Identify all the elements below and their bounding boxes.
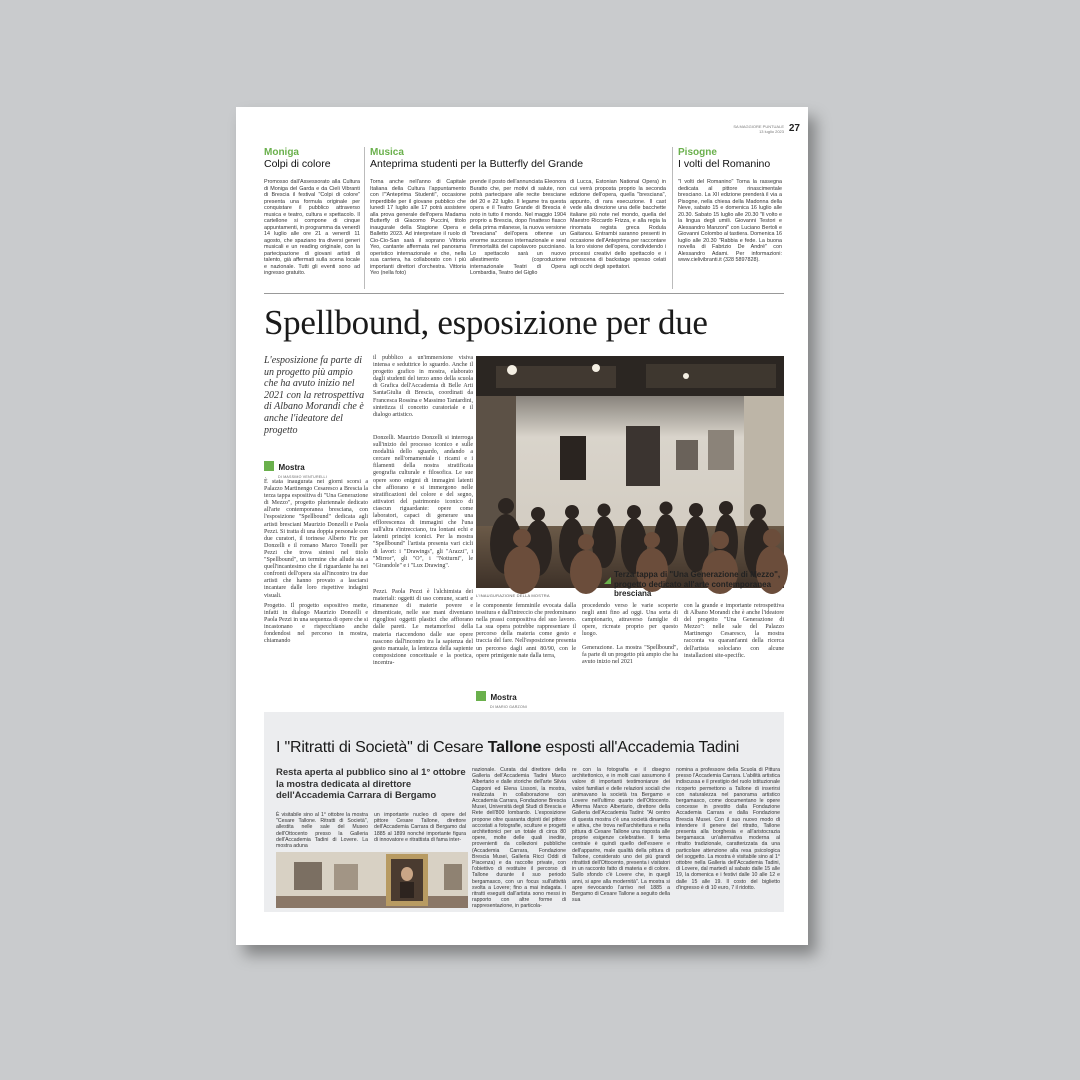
musica-text-col1: Torna anche nell'anno di Capitale Italiana della Cultura l'appuntamento con l'"Anteprima Studenti", occasione imperdibile per il giovane pubblico che lunedì 17 luglio alle 17 potrà assistere alla prova generale dell'opera Madama Butterfly di Giacomo Puccini, titolo inaugurale della Stagione Opera e Balletto 2023. Ad interpretare il ruolo di Cio-Cio-San sarà il soprano Vittoria Yeo, cantante affermata nel panorama operistico internazionale e che, nella sua carriera, ha collaborato con i più importanti direttori d'orchestra. Vittoria Yeo (nella foto) xyxy=(370,179,466,276)
main-headline: Spellbound, esposizione per due xyxy=(264,303,708,342)
second-tag xyxy=(476,687,527,709)
second-headline xyxy=(276,739,739,757)
musica-text-col2: prende il posto dell'annunciata Eleonora Buratto che, per motivi di salute, non potrà partecipare alle recite bresciane del 20 e 22 luglio. Il legame tra questa opera e il Teatro Grande di Brescia è noto in tutto il mondo. Nel maggio 1904 proprio a Brescia, dopo l'inatteso fiasco della prima milanese, la nuova versione "bresciana" dell'opera ottenne un enorme successo internazionale e seal l'immortalità del capolavoro pucciniano. Lo spettacolo sarà un nuovo allestimento (coproduzione internazionale Teatri di Opera Lombardia, Teatro del Giglio xyxy=(470,179,566,276)
main-text-col5: con la grande e importante retrospettiva di Albano Morandi che è anche l'ideatore del progetto "Una Generazione di Mezzo": nelle sale del Palazzo Martinengo Cesaresco, la mostra racconta va quarant'anni della ricerca dell'artista soloclano con alcune installazioni site-specific. xyxy=(684,603,784,659)
main-text-col4b: Generazione. La mostra "Spellbound", fa parte di un progetto più ampio che ha avuto inizio nel 2021 xyxy=(582,645,678,666)
caption-triangle-icon xyxy=(604,571,611,578)
column-divider xyxy=(672,147,673,289)
page-number: 27 xyxy=(788,123,800,134)
tallone-text-col3: nazionale. Curata dal direttore della Galleria dell'Accademia Tadini Marco Albertario e dalle storiche dell'arte Silvia Capponi ed Elena Lissoni, la mostra, realizzata in collaborazione con Accademia Carrara, Fondazione Brescia Musei, Università degli Studi di Brescia e Rete dell'800 lombardo. L'esposizione propone oltre quaranta dipinti del pittore accostati a fotografie, sculture e progetti architettonici per un totale di circa 80 opere, molte delle quali inedite, provenienti da collezioni pubbliche (Accademia Carrara, Fondazione Brescia Musei, Galleria Ricci Oddi di Piacenza) e da raccolte private, con l'obiettivo di restituire il percorso di Tallone durante il suo periodo bergamasco, con un focus sull'attività svolta a Lovere; fino a mai indagata. I ritratti eseguiti dall'artista sono messi in rapporto con altre forme di rappresentazione, in particola- xyxy=(472,767,566,910)
main-text-col4a: procedendo verso le varie scoperte negli anni fino ad oggi. Una sorta di campionario, attraverso famiglie di opere, ricreate proprio per questo luogo. xyxy=(582,603,678,638)
main-deck: L'esposizione fa parte di un progetto più ampio che ha avuto inizio nel 2021 con la retrospettiva di Albano Morandi che è anche l'ideatore del progetto xyxy=(264,355,365,436)
section-title: Colpi di colore xyxy=(264,158,331,170)
section-musica xyxy=(370,147,583,170)
main-text-col2b: Donzelli. Maurizio Donzelli si interroga sull'inizio del processo iconico e sulle modalità dello sguardo, andando a cercare nell'ornamentale i ricami e i filamenti della nostra stratificata geografia culturale e filosofica. Le sue opere sono enigmi di immagini latenti che affiorano e si immergono nelle stratificazioni del colore e del segno, attivatori del patrimonio iconico di ciascun riguardante: opere come laboratori, capaci di generare una efflorescenza di immagini che l'una sull'altra s'intrecciano, tra lontani echi e latenti principi iconici. Per la mostra "Spellbound" l'artista presenta vari cicli di lavori: i "Drawings", gli "Arazzi", i "Mirror", gli "O", i "Notturni", le "Girandole" e i "Lux Drawing". xyxy=(373,435,473,569)
main-text-col1b: Progetto. Il progetto espositivo mette, infatti in dialogo Maurizio Donzelli e Paola Pezzi in una sequenza di opere che si incastonano e rispecchiano anche fondendosi nel percorso in mostra, chiamando xyxy=(264,603,368,645)
section-title: I volti del Romanino xyxy=(678,158,771,170)
tallone-text-col5: nomina a professore della Scuola di Pittura presso l'Accademia Carrara. L'abilità artistica indiscussa e il prestigio del ruolo istituzionale ricoperto permettono a Tallone di inserirsi con naturalezza nel panorama artistico bergamasco, come documentano le opere concesse in prestito dalla Fondazione Accademia Carrara e dalla Fondazione Brescia Musei. Con il suo nuovo modo di intendere il genere del ritratto, Tallone presenta alla borghesia e all'aristocrazia bergamasca un'alternativa moderna al ritratto tradizionale, caratterizzata da una particolare attenzione alla resa psicologica del soggetto. La mostra è visitabile sino al 1° ottobre nella Galleria dell'Accademia Tadini, di Lovere, dal martedì al sabato dalle 15 alle 19, la domenica e i festivi dalle 10 alle 12 e dalle 15 alle 19. Il costo del biglietto d'ingresso è di 10 euro, 7 il ridotto. xyxy=(676,767,780,891)
main-tag xyxy=(264,457,327,479)
headline-prefix: I "Ritratti di Società" di Cesare xyxy=(276,739,488,756)
masthead-line2: 13 luglio 2023 xyxy=(759,128,784,134)
tallone-text-col4: re con la fotografia e il disegno architettonico, e in molti casi assumono il valore di importanti testimonianze dei valori familiari e delle relazioni sociali che animavano la società tra Bergamo e Lovere nell'ultimo quarto dell'Ottocento. Afferma Marco Albertario, direttore della Galleria dell'Accademia Tadini: "Al centro di questa mostra c'è una società dinamica e attiva, che trova nell'architettura e nella pittura di Cesare Tallone una risposta alle proprie esigenze celebrative. Il tema centrale è quindi quello dell'essere e dell'apparire, male qualità della pittura di Tallone, considerato uno dei più grandi ritrattisti dell'Ottocento, presenta i visitatori in un racconto fatto di materia e di colore. Sullo sfondo c'è Lovere che, in quegli anni, si apre alla modernità". La mostra si apre rievocando l'arrivo nel 1885 a Bergamo di Cesare Tallone a seguito della sua xyxy=(572,767,670,904)
exhibition-photo-graphic xyxy=(476,356,784,588)
main-text-col1a: È stata inaugurata nei giorni scorsi a Palazzo Martinengo Cesaresco a Brescia la terza tappa espositiva di "Una Generazione di Mezzo", progetto pluriennale dedicato all'arte contemporanea bresciana, con l'esposizione "Spellbound" dedicata agli artisti bresciani Maurizio Donzelli e Paola Pezzi. Si tratta di una doppia personale con due curatori, il torinese Alberto Fiz per Donzelli e il romano Marco Tonelli per Pezzi che trova sintesi nel titolo "Spellbound", un termine che allude sia a quell'incantesimo che il riguardante ha nei confronti dell'opera sia all'incontro tra due artisti che hanno provato a lasciarsi incantare dalle loro rispettive indagini visuali. xyxy=(264,479,368,599)
tallone-text-col1: È visitabile sino al 1° ottobre la mostra "Cesare Tallone. Ritratti di Società", allestita nelle sale del Museo dell'Ottocento presso la Galleria dell'Accademia Tadini di Lovere. La mostra aduna xyxy=(276,812,368,850)
tallone-text-col2: un importante nucleo di opere del pittore Cesare Tallone, direttore dell'Accademia Carrara di Bergamo dal 1885 al 1899 nonché importante figura di innovatore e ritrattista di fama inter- xyxy=(374,812,466,843)
section-kicker: Moniga xyxy=(264,147,299,158)
exhibition-photo xyxy=(476,356,784,588)
byline: DI MARIO GARZONI xyxy=(490,705,527,709)
section-kicker: Pisogne xyxy=(678,147,717,158)
tag-square-icon xyxy=(476,691,486,701)
section-moniga xyxy=(264,147,331,170)
second-deck: Resta aperta al pubblico sino al 1° ottobre la mostra dedicata al direttore dell'Accademia Carrara di Bergamo xyxy=(276,767,466,801)
section-kicker: Musica xyxy=(370,147,404,158)
tag-label: Mostra xyxy=(278,463,305,472)
tag-label: Mostra xyxy=(490,693,517,702)
main-text-col2a: il pubblico a un'immersione visiva intensa e seduttrice lo sguardo. Anche il progetto grafico in mostra, elaborato dagli studenti del terzo anno della scuola di Grafica dell'Accademia di Belle Arti SantaGiulia di Brescia, coordinati da Francesca Rossina e Massimo Tantardini, sintetizza il concetto curatoriale e il dialogo artistico. xyxy=(373,355,473,418)
photo-credit: L'INAUGURAZIONE DELLA MOSTRA xyxy=(476,593,550,598)
photo-caption: Terza tappa di "Una Generazione di Mezzo", progetto dedicato all'arte contemporanea bresciana xyxy=(614,570,781,598)
newspaper-page xyxy=(236,107,808,945)
pisogne-text: "I volti del Romanino" Torna la rassegna dedicata al pittore rinascimentale bresciano. La XII edizione prenderà il via a Pisogne, nella chiesa della Madonna della Neve, sabato 15 e domenica 16 luglio alle 20.30. Sabato 15 luglio alle 20.30 "Il volto e la lingua degli umili. Giovanni Testori e Alessandro Manzoni" con Luciano Bertoli e Giovanni Colombo al tastiera. Domenica 16 luglio alle 20.30 "Rabbia e fede. La buona novella di Fabrizio De André" con Alessandro Adami. Per informazioni: www.cielivibranti.it (328 5897828). xyxy=(678,179,782,263)
byline: DI MASSIMO VENTURELLI xyxy=(278,475,327,479)
section-title: Anteprima studenti per la Butterfly del Grande xyxy=(370,158,584,170)
headline-bold: Tallone xyxy=(487,739,542,756)
tallone-photo-graphic xyxy=(276,852,468,908)
masthead-line1: SA MAGGIORE PUNTUALE xyxy=(733,124,784,129)
main-text-col2c: Pezzi. Paola Pezzi è l'alchimista dei materiali: oggetti di uso comune, scarti e rimanenze di materie povere e dimenticate, nelle sue mani diventano rigogliosi oggetti plastici che affiorano dalle pareti. Le metamorfosi della materia riaccendono dalle sue opere nascono dall'incontro tra la sapienza del gesto manuale, la lentezza della sapiente composizione concettuale e la poetica, incentra- xyxy=(373,589,473,666)
masthead-info xyxy=(733,125,784,134)
tallone-photo xyxy=(276,852,468,908)
main-text-col3: le componente femminile evocata dalla tessitura e dall'intreccio che predominano nella prassi compositiva del suo lavoro. La sua opera potrebbe rappresentare il percorso della materia come gesto e traccia del fare. Nell'esposizione presenta un percorso dagli anni 80/90, con le opere primigenie nate dalla terra, xyxy=(476,603,576,659)
headline-suffix: esposti all'Accademia Tadini xyxy=(541,739,740,756)
musica-text-col3: di Lucca, Estonian National Opera) in cui verrà proposta proprio la seconda edizione dell'opera, quella "bresciana", appunto, di rara esecuzione. Il cast vede alla direzione una delle bacchette italiane più note nel mondo, quella del Maestro Riccardo Frizza, e alla regia la rinomata regista greca Rodula Gaitanou. Entrambi saranno presenti in occasione dell'Anteprima per raccontare la loro visione dell'opera, condividendo i processi creativi dello spettacolo e i retroscena di backstage spesso celati agli occhi degli spettatori. xyxy=(570,179,667,270)
column-divider xyxy=(364,147,365,289)
moniga-text: Promosso dall'Assessorato alla Cultura di Moniga del Garda e da Cieli Vibranti di Brescia il festival "Colpi di colore" presenta una formula originale per conquistare il pubblico attraverso musica e teatro, cultura e spettacolo. Il cartellone si compone di cinque appuntamenti, in programma da venerdì 14 luglio alle ore 21 a venerdì 11 agosto, che spaziano tra diversi generi musicali e un reading originale, con la partecipazione di giovani artisti di talento, già affermati sulla scena locale e nazionale. Tutti gli eventi sono ad ingresso gratuito. xyxy=(264,179,360,276)
section-pisogne xyxy=(678,147,770,170)
section-divider xyxy=(264,293,784,294)
tag-square-icon xyxy=(264,461,274,471)
